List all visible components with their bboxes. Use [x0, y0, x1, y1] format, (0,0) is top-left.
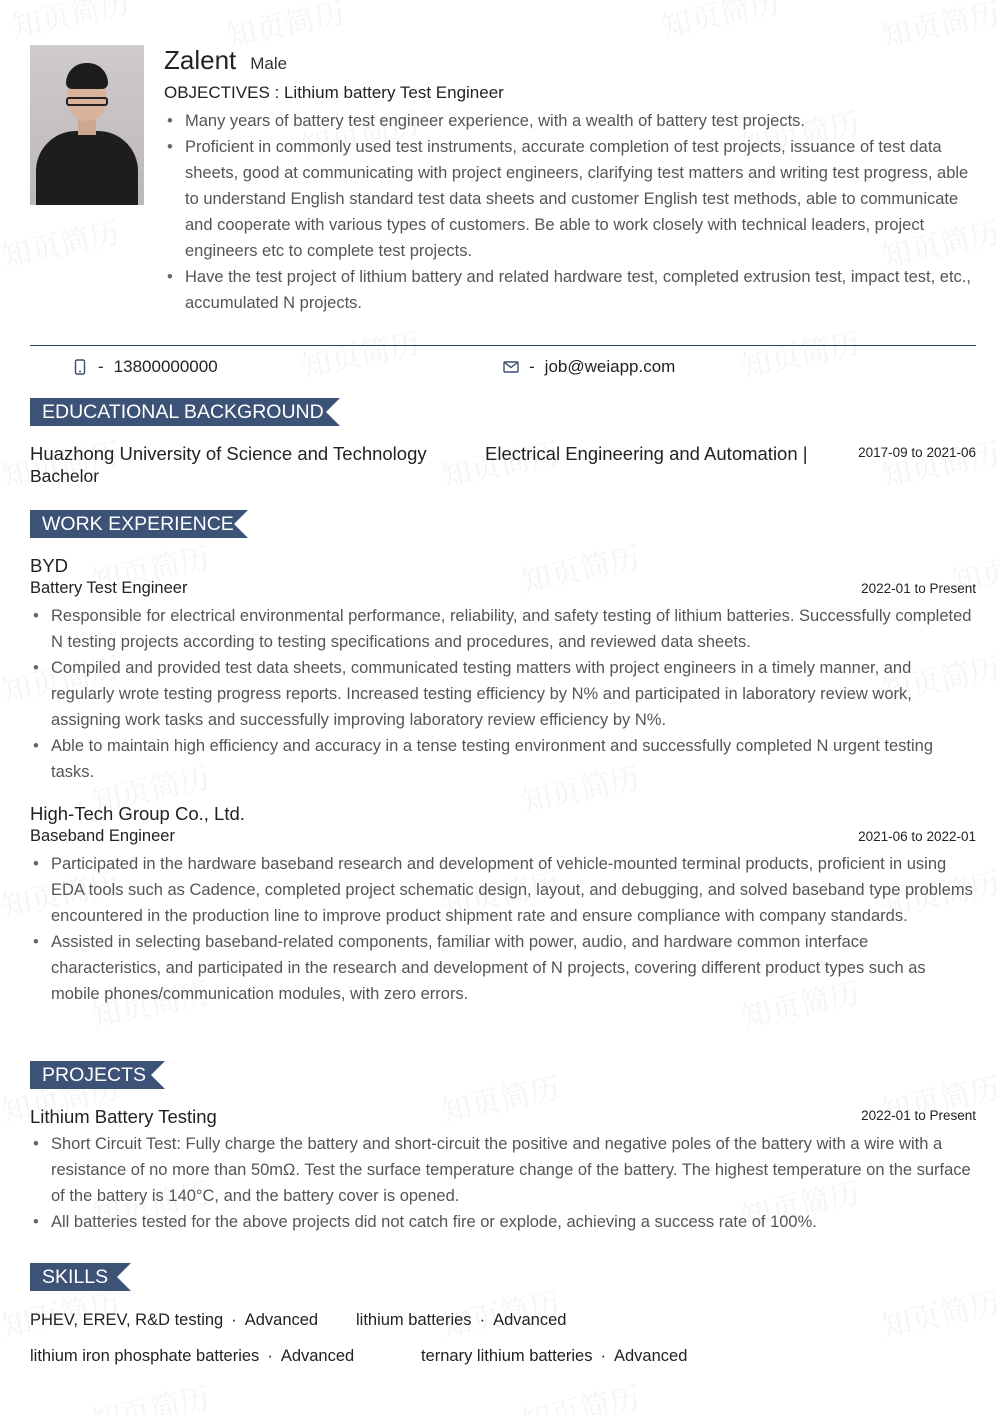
contact-phone — [72, 355, 218, 379]
skill-item: ternary lithium batteries · Advanced — [421, 1347, 688, 1365]
project-bullet: • All batteries tested for the above projects did not catch fire or explode, achieving a success rate of 100%. — [30, 1209, 976, 1235]
major: Electrical Engineering and Automation | — [485, 443, 808, 464]
school-name: Huazhong University of Science and Technology — [30, 443, 427, 464]
job-bullet: • Responsible for electrical environmental performance, reliability, and safety testing of lithium batteries. Successfully completed N testing projects according to testing specifications and procedures, and reviewed data sheets. — [30, 603, 976, 655]
name-row — [164, 45, 976, 77]
contact-separator: - — [529, 357, 535, 376]
company-name: BYD — [30, 555, 69, 576]
job-bullet: • Participated in the hardware baseband research and development of vehicle-mounted terminal products, proficient in using EDA tools such as Cadence, completed project schematic design, layout, and debugging, and solved baseband type problems encountered in the production line to improve product shipment rate and ensure compliance with company standards. — [30, 851, 976, 929]
skill-level: Advanced — [493, 1311, 567, 1329]
watermark — [517, 533, 644, 601]
skill-name: lithium iron phosphate batteries — [30, 1347, 260, 1365]
email-address[interactable]: job@weiapp.com — [544, 357, 676, 376]
education-date: 2017-09 to 2021-06 — [858, 445, 976, 460]
section-title-projects: PROJECTS — [30, 1061, 151, 1089]
job-role: Baseband Engineer — [30, 827, 175, 845]
company-name: High-Tech Group Co., Ltd. — [30, 803, 245, 824]
watermark — [0, 208, 123, 276]
skill-item: lithium batteries · Advanced — [356, 1311, 567, 1329]
job-bullet: • Able to maintain high efficiency and accuracy in a tense testing environment and successfully completed N urgent testing tasks. — [30, 733, 976, 785]
contact-email — [503, 355, 675, 379]
watermark — [737, 318, 864, 386]
skill-level: Advanced — [280, 1347, 355, 1365]
header-divider — [30, 345, 976, 346]
header-text — [164, 45, 976, 316]
watermark — [877, 1278, 1000, 1346]
job-bullets — [30, 851, 976, 1007]
section-title-skills: SKILLS — [30, 1263, 117, 1291]
skill-level: Advanced — [244, 1311, 319, 1329]
section-title-education: EDUCATIONAL BACKGROUND — [30, 398, 326, 426]
candidate-gender: Male — [250, 54, 288, 73]
section-title-work: WORK EXPERIENCE — [30, 510, 234, 538]
contact-separator: - — [98, 357, 104, 376]
project-bullets — [30, 1131, 976, 1235]
mail-icon — [503, 359, 519, 375]
watermark — [517, 1373, 644, 1415]
project-date: 2022-01 to Present — [861, 1108, 976, 1123]
phone-icon — [72, 359, 88, 375]
summary-item: • Many years of battery test engineer experience, with a wealth of battery test projects. — [164, 108, 976, 134]
watermark — [657, 0, 784, 46]
objective: OBJECTIVES : Lithium battery Test Engineer — [164, 83, 504, 102]
skill-name: PHEV, EREV, R&D testing — [30, 1311, 224, 1329]
summary-item: • Proficient in commonly used test instruments, accurate completion of test projects, issuance of test data sheets, good at communicating with project engineers, clarifying test matters and writing test progress, able to understand English standard test data sheets and customer English test methods, able to communicate and cooperate with various types of customers. Be able to work closely with technical leaders, project engineers etc to complete test projects. — [164, 134, 976, 264]
phone-number[interactable]: 13800000000 — [113, 357, 218, 376]
watermark — [7, 0, 134, 46]
degree: Bachelor — [30, 466, 100, 486]
watermark — [87, 1373, 214, 1415]
candidate-name: Zalent — [164, 45, 237, 75]
job-bullet: • Compiled and provided test data sheets, communicated testing matters with project engineers in a timely manner, and regularly wrote testing progress reports. Increased testing efficiency by N% and participated in laboratory review work, assigning work tasks and successfully improving laboratory review efficiency by N%. — [30, 655, 976, 733]
job-date: 2021-06 to 2022-01 — [858, 829, 976, 844]
watermark — [877, 428, 1000, 496]
skill-level: Advanced — [614, 1347, 688, 1365]
job-bullet: • Assisted in selecting baseband-related components, familiar with power, audio, and hardware common interface characteristics, and participated in the research and development of N projects, covering different product types such as mobile phones/communication modules, with zero errors. — [30, 929, 976, 1007]
watermark — [297, 318, 424, 386]
project-name: Lithium Battery Testing — [30, 1106, 217, 1127]
skill-item: PHEV, EREV, R&D testing · Advanced — [30, 1311, 319, 1329]
profile-photo — [30, 45, 144, 205]
job-role: Battery Test Engineer — [30, 579, 188, 597]
job-date: 2022-01 to Present — [861, 581, 976, 596]
skill-item: lithium iron phosphate batteries · Advanced — [30, 1347, 355, 1365]
summary-item: • Have the test project of lithium battery and related hardware test, completed extrusion test, impact test, etc., accumulated N projects. — [164, 264, 976, 316]
skill-name: ternary lithium batteries — [421, 1347, 593, 1365]
summary-list — [164, 108, 976, 316]
skill-name: lithium batteries — [356, 1311, 472, 1329]
project-bullet: • Short Circuit Test: Fully charge the battery and short-circuit the positive and negative poles of the battery with a wire with a resistance of no more than 50mΩ. Test the surface temperature change of the battery. The highest temperature on the surface of the battery is 140°C, and the battery cover is opened. — [30, 1131, 976, 1209]
job-bullets — [30, 603, 976, 785]
